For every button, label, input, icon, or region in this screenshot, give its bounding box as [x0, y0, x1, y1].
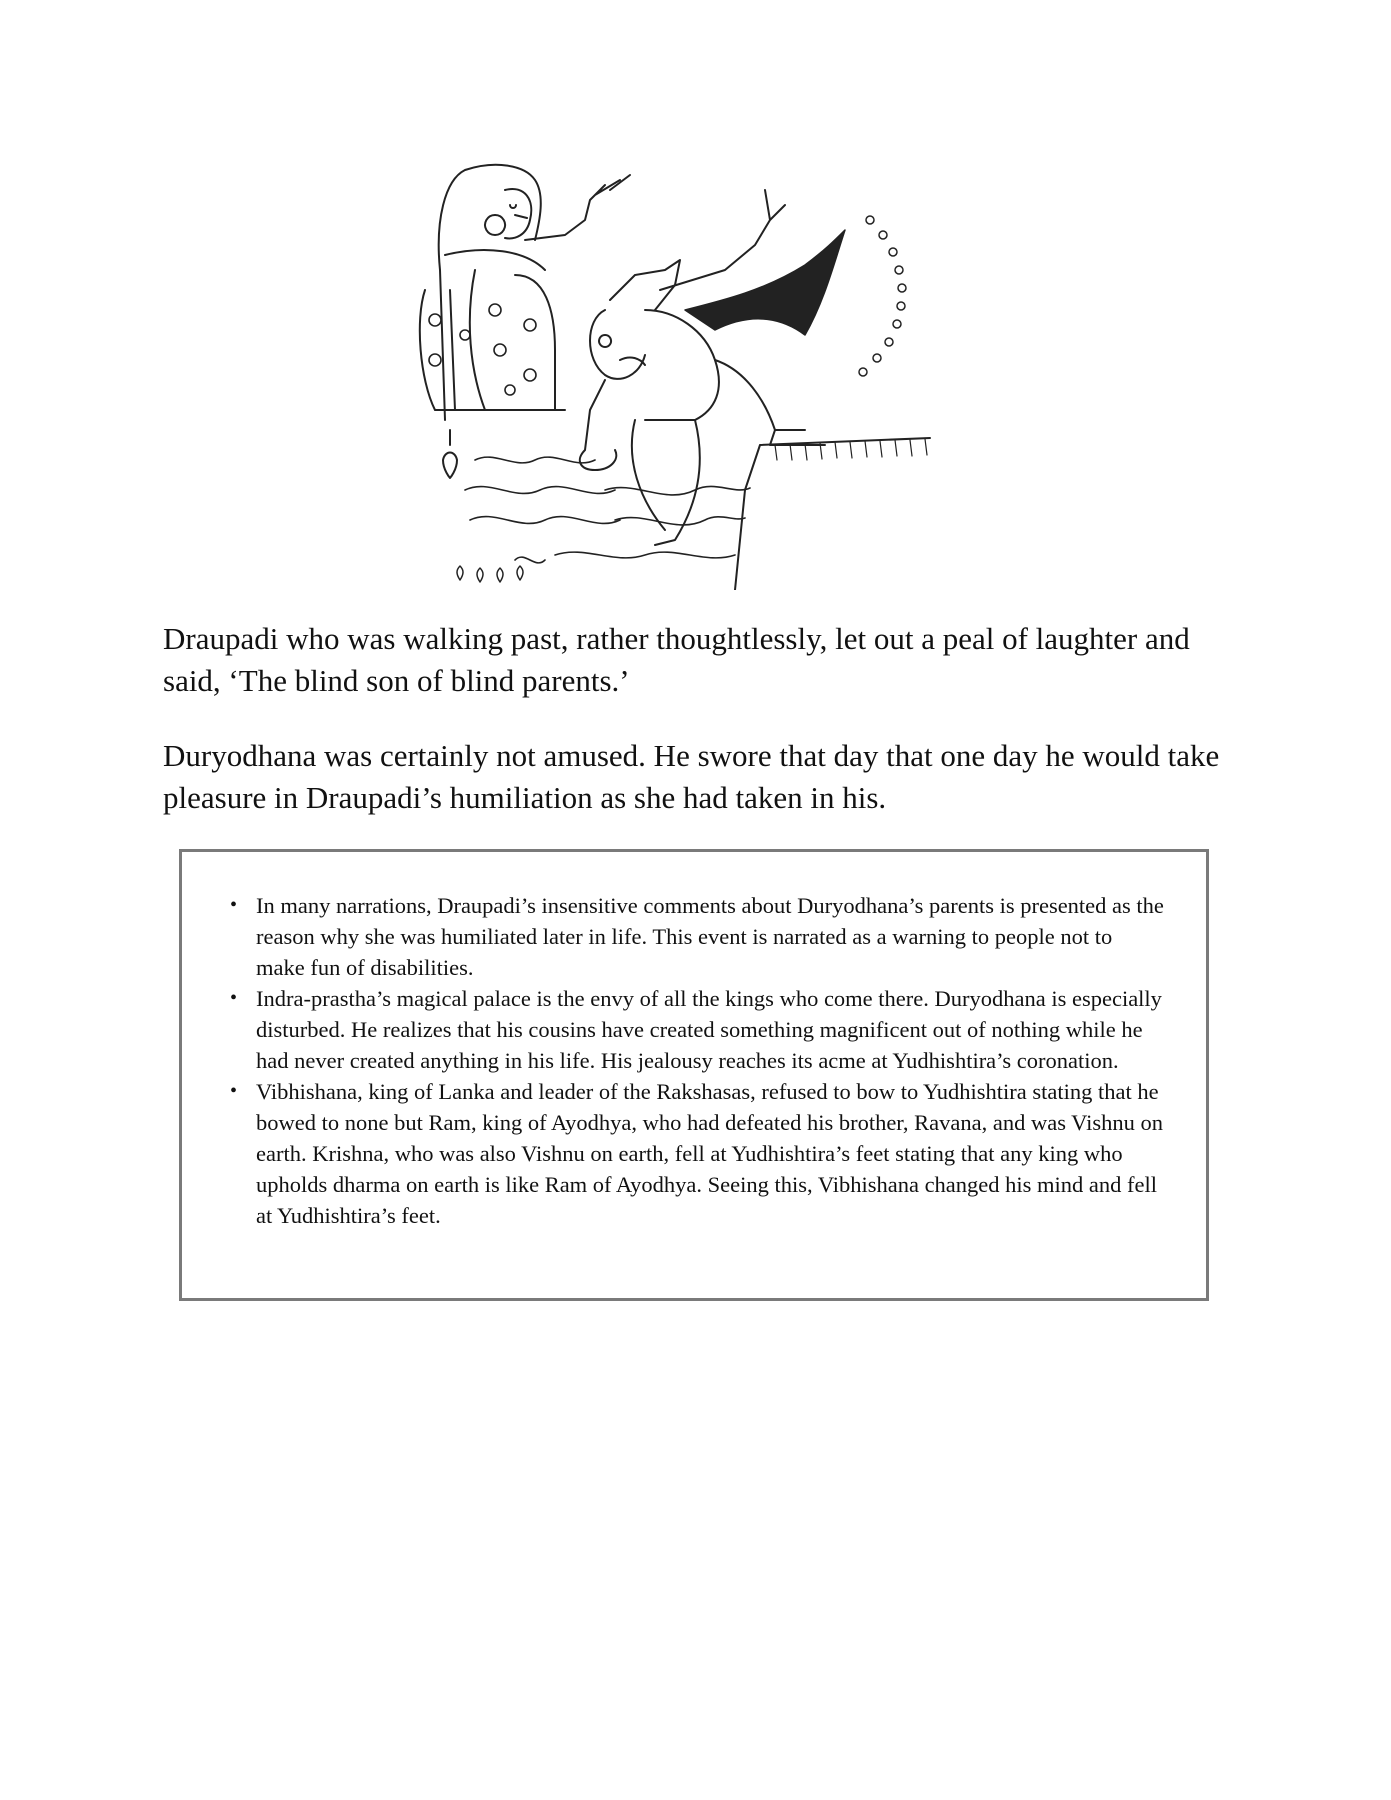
- bullet-icon: •: [230, 987, 238, 1009]
- paragraph-duryodhana-oath: Duryodhana was certainly not amused. He swore that day that one day he would take pleasure in Draupadi’s humiliation as she had taken in his.: [163, 738, 1220, 815]
- note-text: Vibhishana, king of Lanka and leader of the Rakshasas, refused to bow to Yudhishtira stating that he bowed to none but Ram, king of Ayodhya, who had defeated his brother, Ravana, and was Vishnu on earth. Krishna, who was also Vishnu on earth, fell at Yudhishtira’s feet stating that any king who upholds dharma on earth is like Ram of Ayodhya. Seeing this, Vibhishana changed his mind and fell at Yudhishtira’s feet.: [256, 1079, 1163, 1228]
- note-text: In many narrations, Draupadi’s insensitive comments about Duryodhana’s parents is presented as the reason why she was humiliated later in life. This event is narrated as a warning to people not to make fun of disabilities.: [256, 893, 1164, 980]
- duryodhana-arm-down: [580, 380, 617, 470]
- duryodhana-face: [590, 310, 645, 379]
- water-drops: [457, 566, 523, 582]
- note-text: Indra-prastha’s magical palace is the envy of all the kings who come there. Duryodhana is especially disturbed. He realizes that his cousins have created something magnificent out of nothing while he had never created anything in his life. His jealousy reaches its acme at Yudhishtira’s coronation.: [256, 986, 1162, 1073]
- duryodhana-cape: [685, 230, 845, 335]
- notes-box: [179, 849, 1209, 1301]
- draupadi-pendant: [443, 430, 457, 478]
- draupadi-earring: [485, 215, 505, 235]
- draupadi-shoulder: [445, 250, 545, 270]
- note-item: [230, 983, 1166, 1076]
- ledge: [735, 438, 930, 590]
- illustration-draupadi-duryodhana: [405, 160, 985, 590]
- notes-list: [230, 890, 1166, 1231]
- paragraph-draupadi-laughter: Draupadi who was walking past, rather thoughtlessly, let out a peal of laughter and said, ‘The blind son of blind parents.’: [163, 621, 1190, 698]
- duryodhana-torso: [645, 310, 719, 420]
- dot-arc: [859, 216, 906, 376]
- saree-flowers: [429, 304, 536, 395]
- duryodhana-crown: [610, 260, 680, 310]
- draupadi-face: [505, 189, 531, 238]
- duryodhana-leg: [715, 360, 825, 445]
- line-drawing-figure: [405, 160, 985, 590]
- duryodhana-dhoti: [632, 420, 700, 545]
- note-item: [230, 1076, 1166, 1231]
- bullet-icon: •: [230, 894, 238, 916]
- water-waves: [465, 457, 750, 563]
- duryodhana-arm-raised: [660, 190, 785, 290]
- bullet-icon: •: [230, 1080, 238, 1102]
- note-item: [230, 890, 1166, 983]
